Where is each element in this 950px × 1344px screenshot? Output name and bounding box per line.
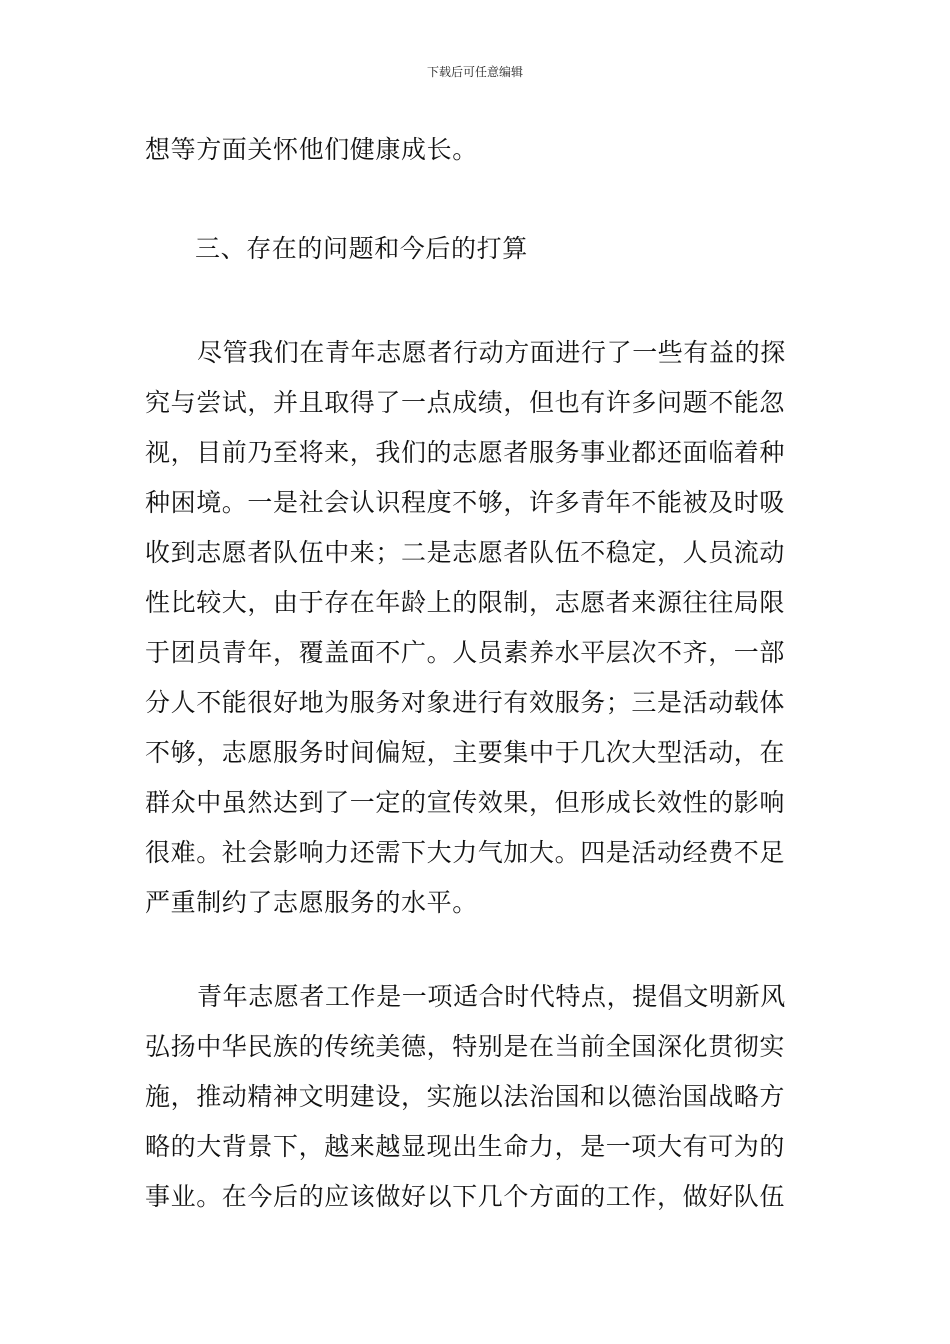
body-paragraph-problems: 尽管我们在青年志愿者行动方面进行了一些有益的探究与尝试，并且取得了一点成绩，但也有许多问题不能忽视，目前乃至将来，我们的志愿者服务事业都还面临着种种困境。一是社会认识程度不够，许多青年不能被及时吸收到志愿者队伍中来；二是志愿者队伍不稳定，人员流动性比较大，由于存在年龄上的限制，志愿者来源往往局限于团员青年，覆盖面不广。人员素养水平层次不齐，一部分人不能很好地为服务对象进行有效服务；三是活动载体不够，志愿服务时间偏短，主要集中于几次大型活动，在群众中虽然达到了一定的宣传效果，但形成长效性的影响很难。社会影响力还需下大力气加大。四是活动经费不足严重制约了志愿服务的水平。 bbox=[145, 338, 786, 917]
page-header-note: 下载后可任意编辑 bbox=[426, 65, 523, 79]
body-paragraph-plans: 青年志愿者工作是一项适合时代特点，提倡文明新风弘扬中华民族的传统美德，特别是在当前全国深化贯彻实施，推动精神文明建设，实施以法治国和以德治国战略方略的大背景下，越来越显现出生命力，是一项大有可为的事业。在今后的应该做好以下几个方面的工作，做好队伍 bbox=[145, 982, 786, 1211]
continuation-paragraph: 想等方面关怀他们健康成长。 bbox=[145, 135, 478, 164]
section-heading: 三、存在的问题和今后的打算 bbox=[195, 234, 528, 263]
